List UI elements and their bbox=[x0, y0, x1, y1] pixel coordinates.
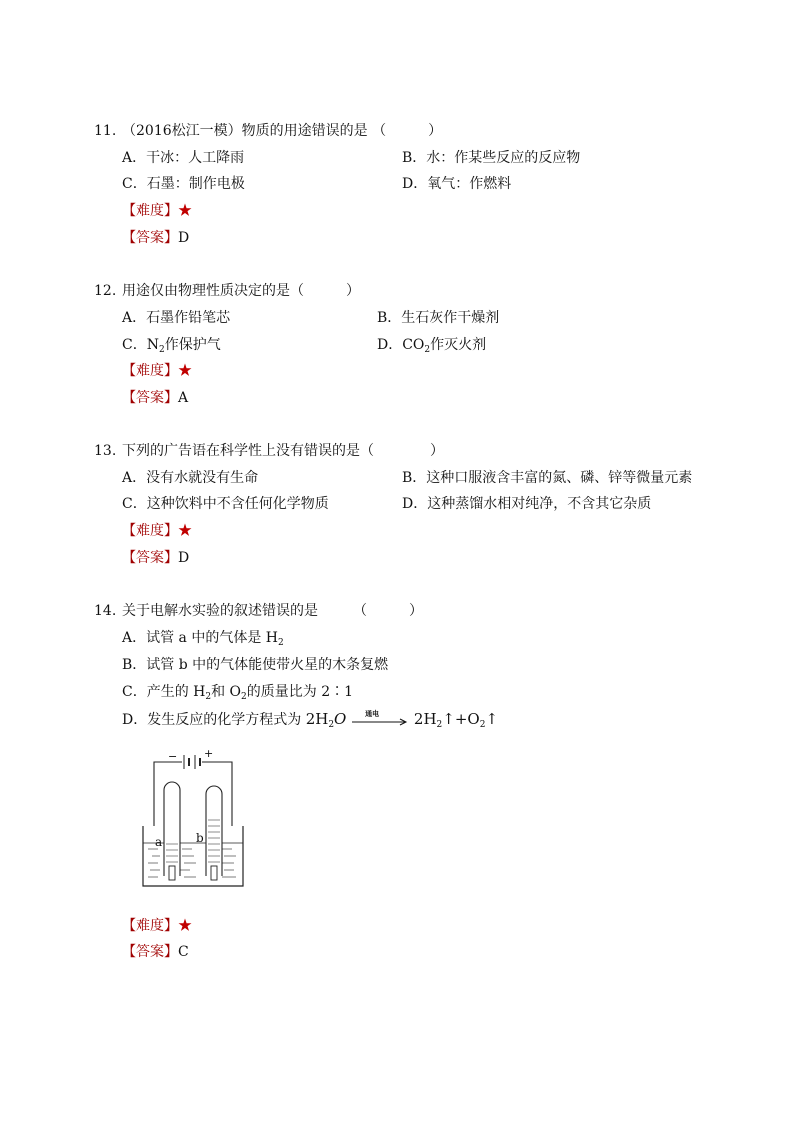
question-13-stem: 下列的广告语在科学性上没有错误的是（ ） bbox=[122, 443, 444, 459]
difficulty-label: 【难度】 bbox=[122, 203, 178, 219]
question-13-option-b: B．这种口服液含丰富的氮、磷、锌等微量元素 bbox=[402, 470, 693, 486]
question-13-answer bbox=[122, 549, 189, 567]
question-12-answer bbox=[122, 389, 188, 407]
tube-b-label: b bbox=[196, 831, 204, 845]
question-14-difficulty bbox=[122, 917, 192, 935]
chemical-equation: $2H_2O$ 通电 $2H_2↑+O_2↑$ bbox=[306, 710, 498, 728]
question-13-option-a: A．没有水就没有生命 bbox=[122, 470, 259, 486]
question-12-option-a: A．石墨作铅笔芯 bbox=[122, 310, 231, 326]
difficulty-label: 【难度】 bbox=[122, 918, 178, 934]
star-icon: ★ bbox=[178, 363, 192, 379]
answer-value: D bbox=[178, 230, 190, 246]
star-icon: ★ bbox=[178, 918, 192, 934]
negative-terminal: − bbox=[168, 750, 178, 763]
question-13-difficulty bbox=[122, 522, 192, 540]
arrow-icon bbox=[351, 713, 409, 727]
question-11-option-a: A．干冰：人工降雨 bbox=[122, 150, 245, 166]
question-12-option-b: B．生石灰作干燥剂 bbox=[377, 310, 500, 326]
question-11-stem: （2016松江一模）物质的用途错误的是 （ ） bbox=[122, 123, 443, 139]
star-icon: ★ bbox=[178, 203, 192, 219]
question-11-option-c: C．石墨：制作电极 bbox=[122, 176, 245, 192]
star-icon: ★ bbox=[178, 523, 192, 539]
answer-value: D bbox=[178, 550, 190, 566]
question-14-option-a: A．试管 a 中的气体是 $H_2$ bbox=[122, 630, 284, 648]
question-13-option-c: C．这种饮料中不含任何化学物质 bbox=[122, 496, 329, 512]
question-11-option-b: B．水：作某些反应的反应物 bbox=[402, 150, 581, 166]
answer-label: 【答案】 bbox=[122, 550, 178, 566]
question-14-number: 14. bbox=[94, 603, 117, 619]
question-14-option-d: D．发生反应的化学方程式为 $2H_2O$ 通电 $2H_2↑+O_2↑$ bbox=[122, 710, 498, 729]
answer-value: C bbox=[178, 944, 189, 960]
answer-label: 【答案】 bbox=[122, 390, 178, 406]
question-12-option-c: C．$N_2$作保护气 bbox=[122, 337, 221, 355]
answer-value: A bbox=[178, 390, 189, 406]
question-12-difficulty bbox=[122, 362, 192, 380]
reaction-arrow bbox=[351, 709, 409, 727]
answer-label: 【答案】 bbox=[122, 230, 178, 246]
question-11-option-d: D．氧气：作燃料 bbox=[402, 176, 512, 192]
question-14-option-c: C．产生的 $H_2$和 $O_2$的质量比为 2∶1 bbox=[122, 684, 354, 702]
difficulty-label: 【难度】 bbox=[122, 523, 178, 539]
question-11-number: 11. bbox=[94, 123, 117, 139]
question-14-answer bbox=[122, 943, 189, 961]
question-13-number: 13. bbox=[94, 443, 117, 459]
answer-label: 【答案】 bbox=[122, 944, 178, 960]
electrolysis-diagram bbox=[138, 748, 248, 890]
positive-terminal: + bbox=[204, 748, 214, 760]
difficulty-label: 【难度】 bbox=[122, 363, 178, 379]
question-12-option-d: D．$CO_2$作灭火剂 bbox=[377, 337, 487, 355]
question-11-difficulty bbox=[122, 202, 192, 220]
question-12-stem: 用途仅由物理性质决定的是（ ） bbox=[122, 283, 360, 299]
reaction-condition: 通电 bbox=[365, 709, 380, 718]
water-hatch bbox=[148, 849, 236, 877]
question-14-stem: 关于电解水实验的叙述错误的是 （ ） bbox=[122, 603, 423, 619]
tube-a-label: a bbox=[155, 835, 163, 849]
question-14-option-b: B．试管 b 中的气体能使带火星的木条复燃 bbox=[122, 657, 389, 673]
question-11-answer bbox=[122, 229, 189, 247]
question-12-number: 12. bbox=[94, 283, 117, 299]
question-13-option-d: D．这种蒸馏水相对纯净，不含其它杂质 bbox=[402, 496, 652, 512]
